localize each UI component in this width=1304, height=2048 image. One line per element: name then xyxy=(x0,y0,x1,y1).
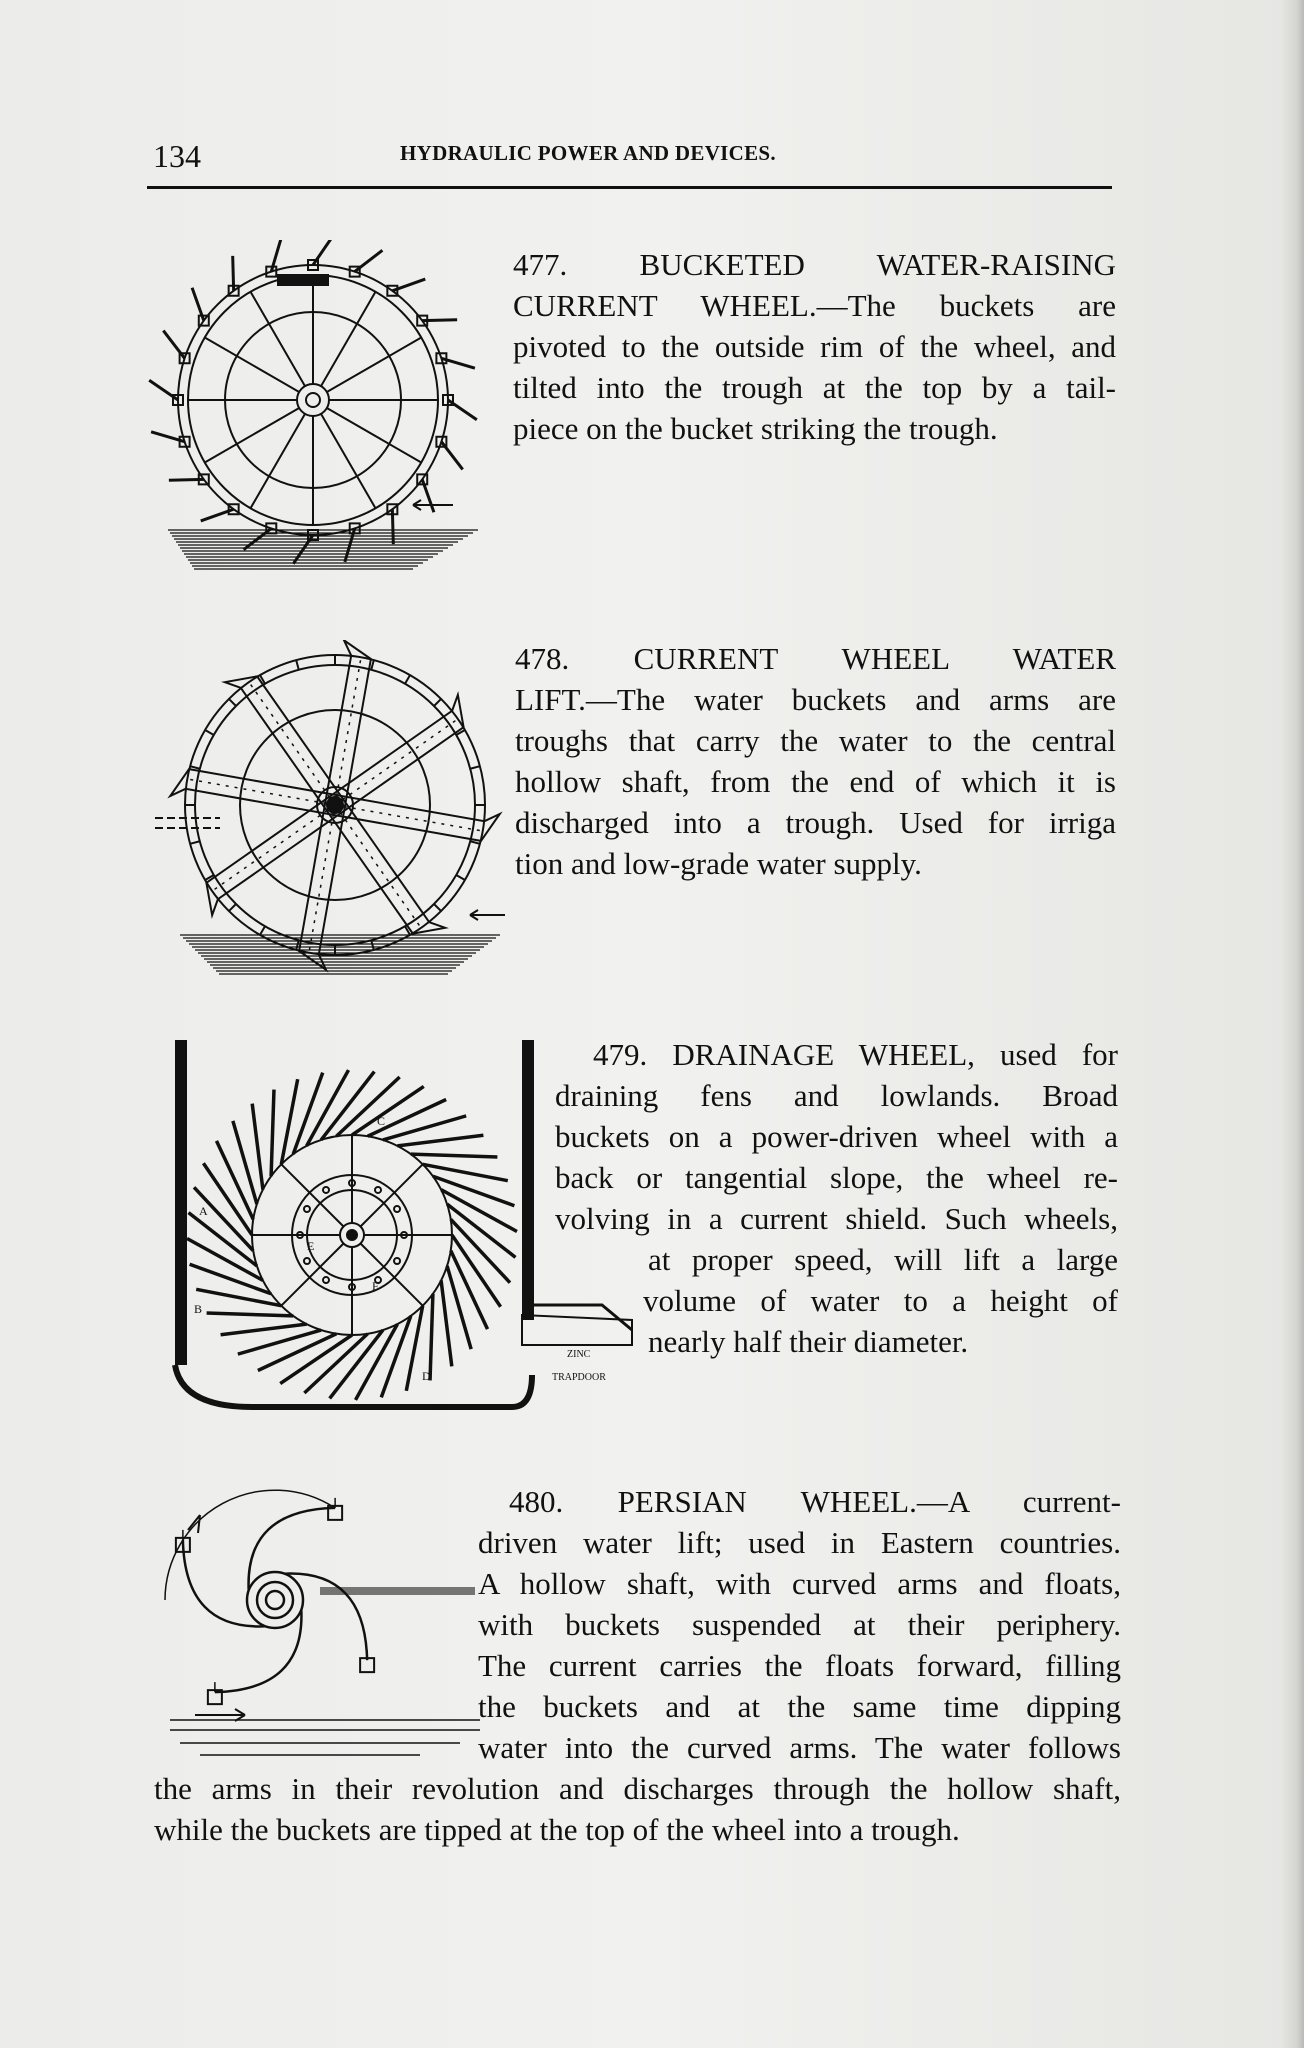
entry-477-line-2: CURRENT WHEEL.—The buckets are xyxy=(513,288,1116,323)
figure-479-drainage-wheel xyxy=(172,1035,642,1415)
entry-479-line-3: buckets on a power-driven wheel with a xyxy=(555,1119,1118,1154)
entry-478-line-5: discharged into a trough. Used for irriga xyxy=(515,805,1116,840)
figure-479-label-trapdoor: TRAPDOOR xyxy=(552,1372,606,1383)
entry-478-line-1: 478. CURRENT WHEEL WATER xyxy=(515,641,1116,676)
entry-480-line-8: the arms in their revolution and discharges through the hollow shaft, xyxy=(154,1771,1121,1806)
entry-479-line-7: volume of water to a height of xyxy=(643,1283,1118,1318)
entry-480-line-5: The current carries the floats forward, filling xyxy=(478,1648,1121,1683)
entry-478-line-3: troughs that carry the water to the central xyxy=(515,723,1116,758)
entry-479-line-8: nearly half their diameter. xyxy=(648,1324,969,1359)
page-number: 134 xyxy=(153,138,201,174)
entry-479-line-6: at proper speed, will lift a large xyxy=(648,1242,1118,1277)
figure-479-label-c: C xyxy=(377,1114,386,1128)
entry-477-line-1: 477. BUCKETED WATER-RAISING xyxy=(513,247,1116,282)
entry-480-line-2: driven water lift; used in Eastern countries. xyxy=(478,1525,1121,1560)
entry-477-line-3: pivoted to the outside rim of the wheel, and xyxy=(513,329,1116,364)
entry-478 xyxy=(515,638,1116,884)
figure-478-water-lift-wheel xyxy=(150,640,510,980)
entry-480-line-9: while the buckets are tipped at the top of the wheel into a trough. xyxy=(154,1812,960,1847)
figure-480-persian-wheel xyxy=(160,1475,490,1765)
entry-478-line-6: tion and low-grade water supply. xyxy=(515,846,922,881)
entry-479-line-2: draining fens and lowlands. Broad xyxy=(555,1078,1118,1113)
entry-480-line-4: with buckets suspended at their periphery. xyxy=(478,1607,1121,1642)
entry-479-line-4: back or tangential slope, the wheel re- xyxy=(555,1160,1118,1195)
figure-479-label-zinc: ZINC xyxy=(567,1349,591,1360)
page-edge-shadow xyxy=(1280,0,1304,2048)
entry-479-line-5: volving in a current shield. Such wheels, xyxy=(555,1201,1118,1236)
header-rule xyxy=(147,186,1112,189)
figure-479-label-d: D xyxy=(422,1369,431,1383)
entry-479-line-1: 479. DRAINAGE WHEEL, used for xyxy=(593,1037,1118,1072)
entry-478-line-4: hollow shaft, from the end of which it is xyxy=(515,764,1116,799)
entry-480-line-6: the buckets and at the same time dipping xyxy=(478,1689,1121,1724)
figure-477-bucket-wheel xyxy=(148,240,493,580)
running-title: HYDRAULIC POWER AND DEVICES. xyxy=(400,141,776,165)
entry-480-line-7: water into the curved arms. The water follows xyxy=(478,1730,1121,1765)
entry-477-line-4: tilted into the trough at the top by a tail- xyxy=(513,370,1116,405)
entry-477 xyxy=(513,244,1116,449)
entry-477-line-5: piece on the bucket striking the trough. xyxy=(513,411,998,446)
figure-479-label-f: F xyxy=(372,1279,379,1293)
entry-480-line-3: A hollow shaft, with curved arms and floats, xyxy=(478,1566,1121,1601)
figure-479-label-a: A xyxy=(199,1204,208,1218)
figure-479-label-e: E xyxy=(307,1239,315,1253)
figure-479-label-b: B xyxy=(194,1302,203,1316)
entry-478-line-2: LIFT.—The water buckets and arms are xyxy=(515,682,1116,717)
entry-480-line-1: 480. PERSIAN WHEEL.—A current- xyxy=(509,1484,1121,1519)
